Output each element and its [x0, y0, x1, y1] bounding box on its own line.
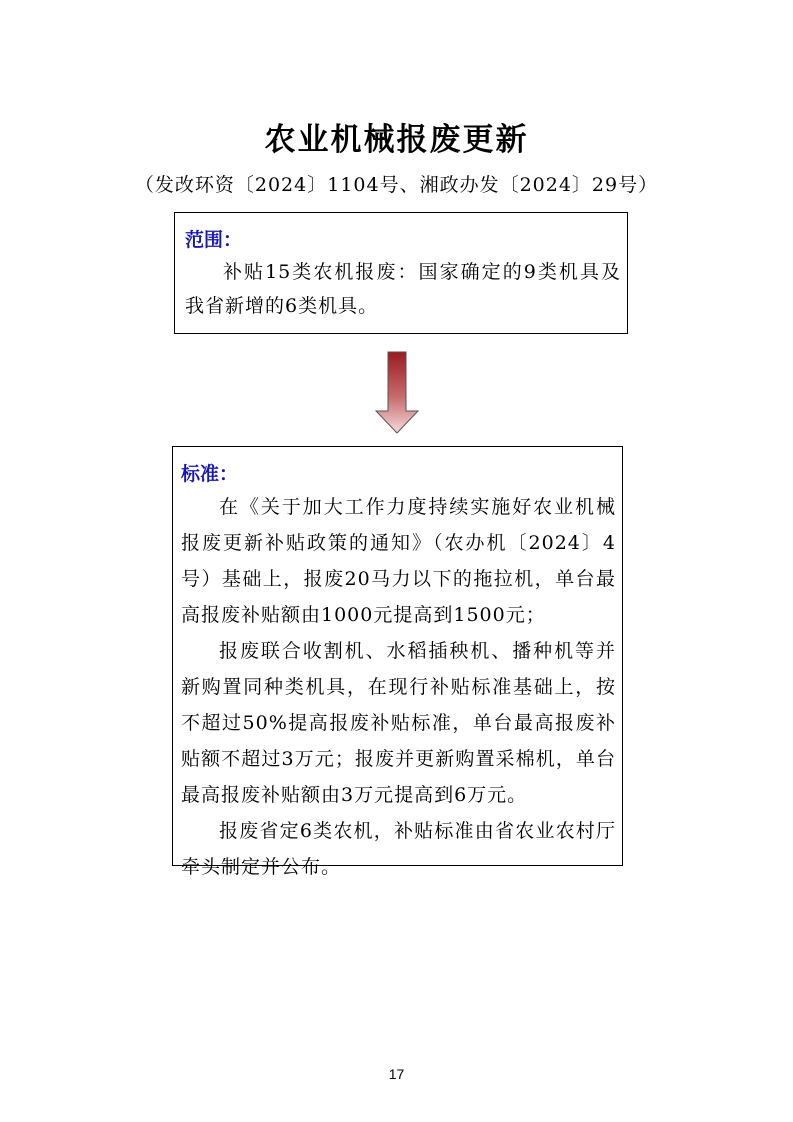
standard-heading: 标准： — [181, 463, 239, 485]
standard-paragraph: 在《关于加大工作力度持续实施好农业机械报废更新补贴政策的通知》（农办机〔2024〕4号）基础上，报废20马力以下的拖拉机，单台最高报废补贴额由1000元提高到1500元； — [181, 496, 616, 626]
scope-heading: 范围： — [185, 229, 243, 251]
page-number: 17 — [388, 1066, 405, 1082]
standard-paragraph: 报废联合收割机、水稻插秧机、播种机等并新购置同种类机具，在现行补贴标准基础上，按不超过50%提高报废补贴标准，单台最高报废补贴额不超过3万元；报废并更新购置采棉机，单台最高报废补贴额由3万元提高到6万元。 — [181, 640, 616, 806]
page-title: 农业机械报废更新 — [264, 122, 529, 158]
standard-box — [172, 446, 623, 878]
down-arrow-icon — [374, 351, 420, 435]
standard-paragraph: 报废省定6类农机，补贴标准由省农业农村厅牵头制定并公布。 — [181, 820, 616, 878]
document-reference: （发改环资〔2024〕1104号、湘政办发〔2024〕29号） — [134, 174, 659, 196]
scope-box — [174, 212, 628, 334]
scope-paragraph: 补贴15类农机报废：国家确定的9类机具及我省新增的6类机具。 — [185, 261, 621, 317]
